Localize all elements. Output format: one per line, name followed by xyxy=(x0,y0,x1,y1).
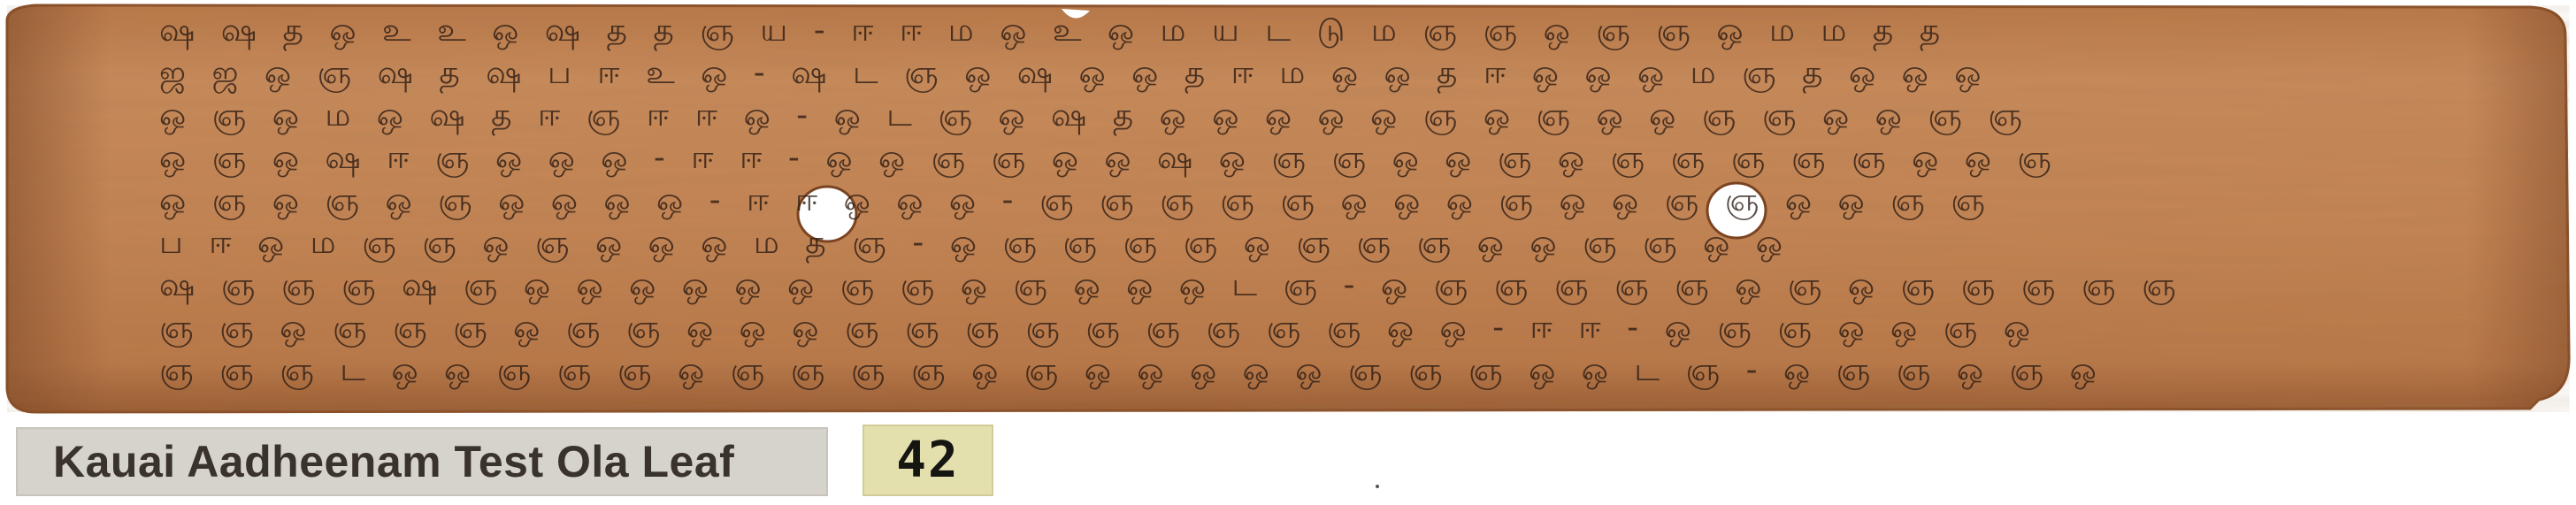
script-line: ஒ ஞ ஒ ஞ ஒ ஞ ஒ ஒ ஒ ஒ - ஈ ஈ ஒ ஒ ஒ - ஞ ஞ ஞ ஞ ஞ ஒ ஒ ஒ ஞ ஒ ஒ ஞ ஞ ஒ ஒ ஞ ஞ xyxy=(159,182,1993,218)
script-line: ஞ ஞ ஒ ஞ ஞ ஞ ஒ ஞ ஞ ஒ ஒ ஒ ஞ ஞ ஞ ஞ ஞ ஞ ஞ ஞ ஞ ஒ ஒ - ஈ ஈ - ஒ ஞ ஞ ஒ ஒ ஞ ஒ xyxy=(159,310,2038,346)
page-number-label xyxy=(862,425,993,496)
script-line: ஒ ஞ ஒ ம ஒ ஷ த ஈ ஞ ஈ ஈ ஒ - ஒ ட ஞ ஒ ஷ த ஒ ஒ ஒ ஒ ஒ ஞ ஒ ஞ ஒ ஒ ஞ ஞ ஒ ஒ ஞ ஞ xyxy=(159,97,2030,134)
script-line: ஜ ஜ ஒ ஞ ஷ த ஷ ப ஈ உ ஒ - ஷ ட ஞ ஒ ஷ ஒ ஒ த ஈ ம ஒ ஒ த ஈ ஒ ஒ ஒ ம ஞ த ஒ ஒ ஒ xyxy=(159,55,1990,91)
page-number: 42 xyxy=(896,432,960,489)
script-line: ஞ ஞ ஞ ட ஒ ஒ ஞ ஞ ஞ ஒ ஞ ஞ ஞ ஞ ஒ ஞ ஒ ஒ ஒ ஒ ஒ ஞ ஞ ஞ ஒ ஒ ட ஞ - ஒ ஞ ஞ ஒ ஞ ஒ xyxy=(159,352,2104,388)
palm-leaf-script xyxy=(159,12,2530,410)
script-line: ஷ ஞ ஞ ஞ ஷ ஞ ஒ ஒ ஒ ஒ ஒ ஒ ஞ ஞ ஒ ஞ ஒ ஒ ஒ ட ஞ - ஒ ஞ ஞ ஞ ஞ ஞ ஒ ஞ ஒ ஞ ஞ ஞ ஞ ஞ xyxy=(159,267,2184,303)
script-line: ஷ ஷ த ஒ உ உ ஒ ஷ த த ஞ ய - ஈ ஈ ம ஒ உ ஒ ம ய ட டு ம ஞ ஞ ஒ ஞ ஞ ஒ ம ம த த xyxy=(159,12,1949,49)
caption-title: Kauai Aadheenam Test Ola Leaf xyxy=(53,437,735,486)
caption-label xyxy=(16,427,828,496)
script-line: ஒ ஞ ஒ ஷ ஈ ஞ ஒ ஒ ஒ - ஈ ஈ - ஒ ஒ ஞ ஞ ஒ ஒ ஷ ஒ ஞ ஞ ஒ ஒ ஞ ஒ ஞ ஞ ஞ ஞ ஞ ஒ ஒ ஞ xyxy=(159,140,2059,176)
script-line: ப ஈ ஒ ம ஞ ஞ ஒ ஞ ஒ ஒ ஒ ம த ஞ - ஒ ஞ ஞ ஞ ஞ ஒ ஞ ஞ ஞ ஒ ஒ ஞ ஞ ஒ ஒ xyxy=(159,225,1790,261)
dust-speck xyxy=(1376,485,1379,488)
